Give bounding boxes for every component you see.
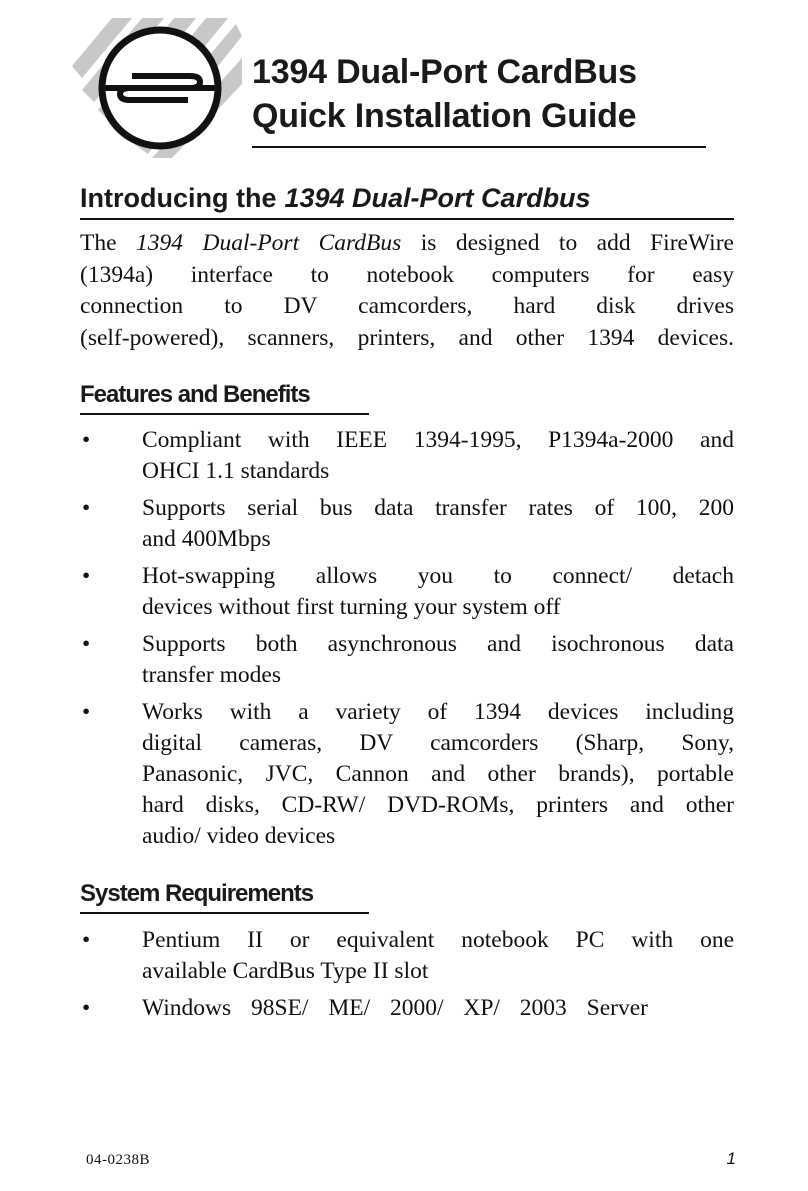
intro-line (80, 228, 734, 260)
title-line-2: Quick Installation Guide (252, 97, 637, 135)
brand-logo-icon (72, 18, 242, 158)
intro-text: The (80, 230, 137, 256)
list-item-line: and 400Mbps (142, 526, 271, 552)
features-heading: Features and Benefits (80, 381, 310, 408)
title-divider (252, 146, 706, 148)
bullet-icon: • (82, 427, 91, 453)
bullet-icon: • (82, 631, 91, 657)
list-item-line: OHCI 1.1 standards (142, 458, 330, 484)
list-item-line: hard disks, CD-RW/ DVD-ROMs, printers and other (142, 792, 734, 818)
bullet-icon: • (82, 927, 91, 953)
document-title (252, 50, 708, 138)
list-item-line: audio/ video devices (142, 823, 336, 849)
list-item (80, 925, 734, 987)
bullet-icon: • (82, 563, 91, 589)
bullet-icon: • (82, 699, 91, 725)
list-item-line: Works with a variety of 1394 devices including (142, 699, 734, 725)
intro-line: connection to DV camcorders, hard disk drives (80, 293, 734, 319)
list-item (80, 993, 734, 1024)
list-item-line: devices without first turning your system off (142, 594, 561, 620)
intro-paragraph (80, 228, 734, 354)
intro-divider (80, 218, 734, 220)
list-item-line: Supports serial bus data transfer rates of 100, 200 (142, 495, 734, 521)
list-item-line: transfer modes (142, 662, 281, 688)
list-item (80, 493, 734, 555)
intro-product-name: 1394 Dual-Port CardBus (136, 230, 402, 256)
list-item-line: Pentium II or equivalent notebook PC with one (142, 927, 734, 953)
intro-line: (self-powered), scanners, printers, and other 1394 devices. (80, 324, 734, 351)
document-code: 04-0238B (86, 1152, 150, 1168)
list-item-line: Panasonic, JVC, Cannon and other brands), portable (142, 761, 734, 787)
page-number: 1 (726, 1149, 736, 1168)
list-item-line: digital cameras, DV camcorders (Sharp, Sony, (142, 730, 734, 756)
intro-heading-prefix: Introducing the (80, 183, 277, 213)
intro-line: (1394a) interface to notebook computers for easy (80, 261, 734, 288)
intro-text: is designed to add FireWire (401, 230, 734, 256)
system-requirements-list (80, 925, 734, 1030)
features-list (80, 425, 734, 858)
title-line-1: 1394 Dual-Port CardBus (252, 53, 637, 91)
list-item-line: Windows 98SE/ ME/ 2000/ XP/ 2003 Server (142, 995, 648, 1021)
list-item (80, 629, 734, 691)
system-requirements-divider (80, 912, 369, 914)
list-item-line: Compliant with IEEE 1394-1995, P1394a-2000 and (142, 427, 734, 453)
list-item (80, 561, 734, 623)
bullet-icon: • (82, 995, 91, 1021)
intro-heading-product: 1394 Dual-Port Cardbus (284, 183, 591, 213)
intro-heading (80, 180, 591, 216)
list-item-line: Hot-swapping allows you to connect/ detach (142, 563, 734, 589)
list-item-line: Supports both asynchronous and isochronous data (142, 631, 734, 657)
list-item (80, 425, 734, 487)
features-divider (80, 413, 369, 415)
system-requirements-heading: System Requirements (80, 880, 314, 907)
bullet-icon: • (82, 495, 91, 521)
list-item (80, 697, 734, 852)
list-item-line: available CardBus Type II slot (142, 958, 429, 984)
